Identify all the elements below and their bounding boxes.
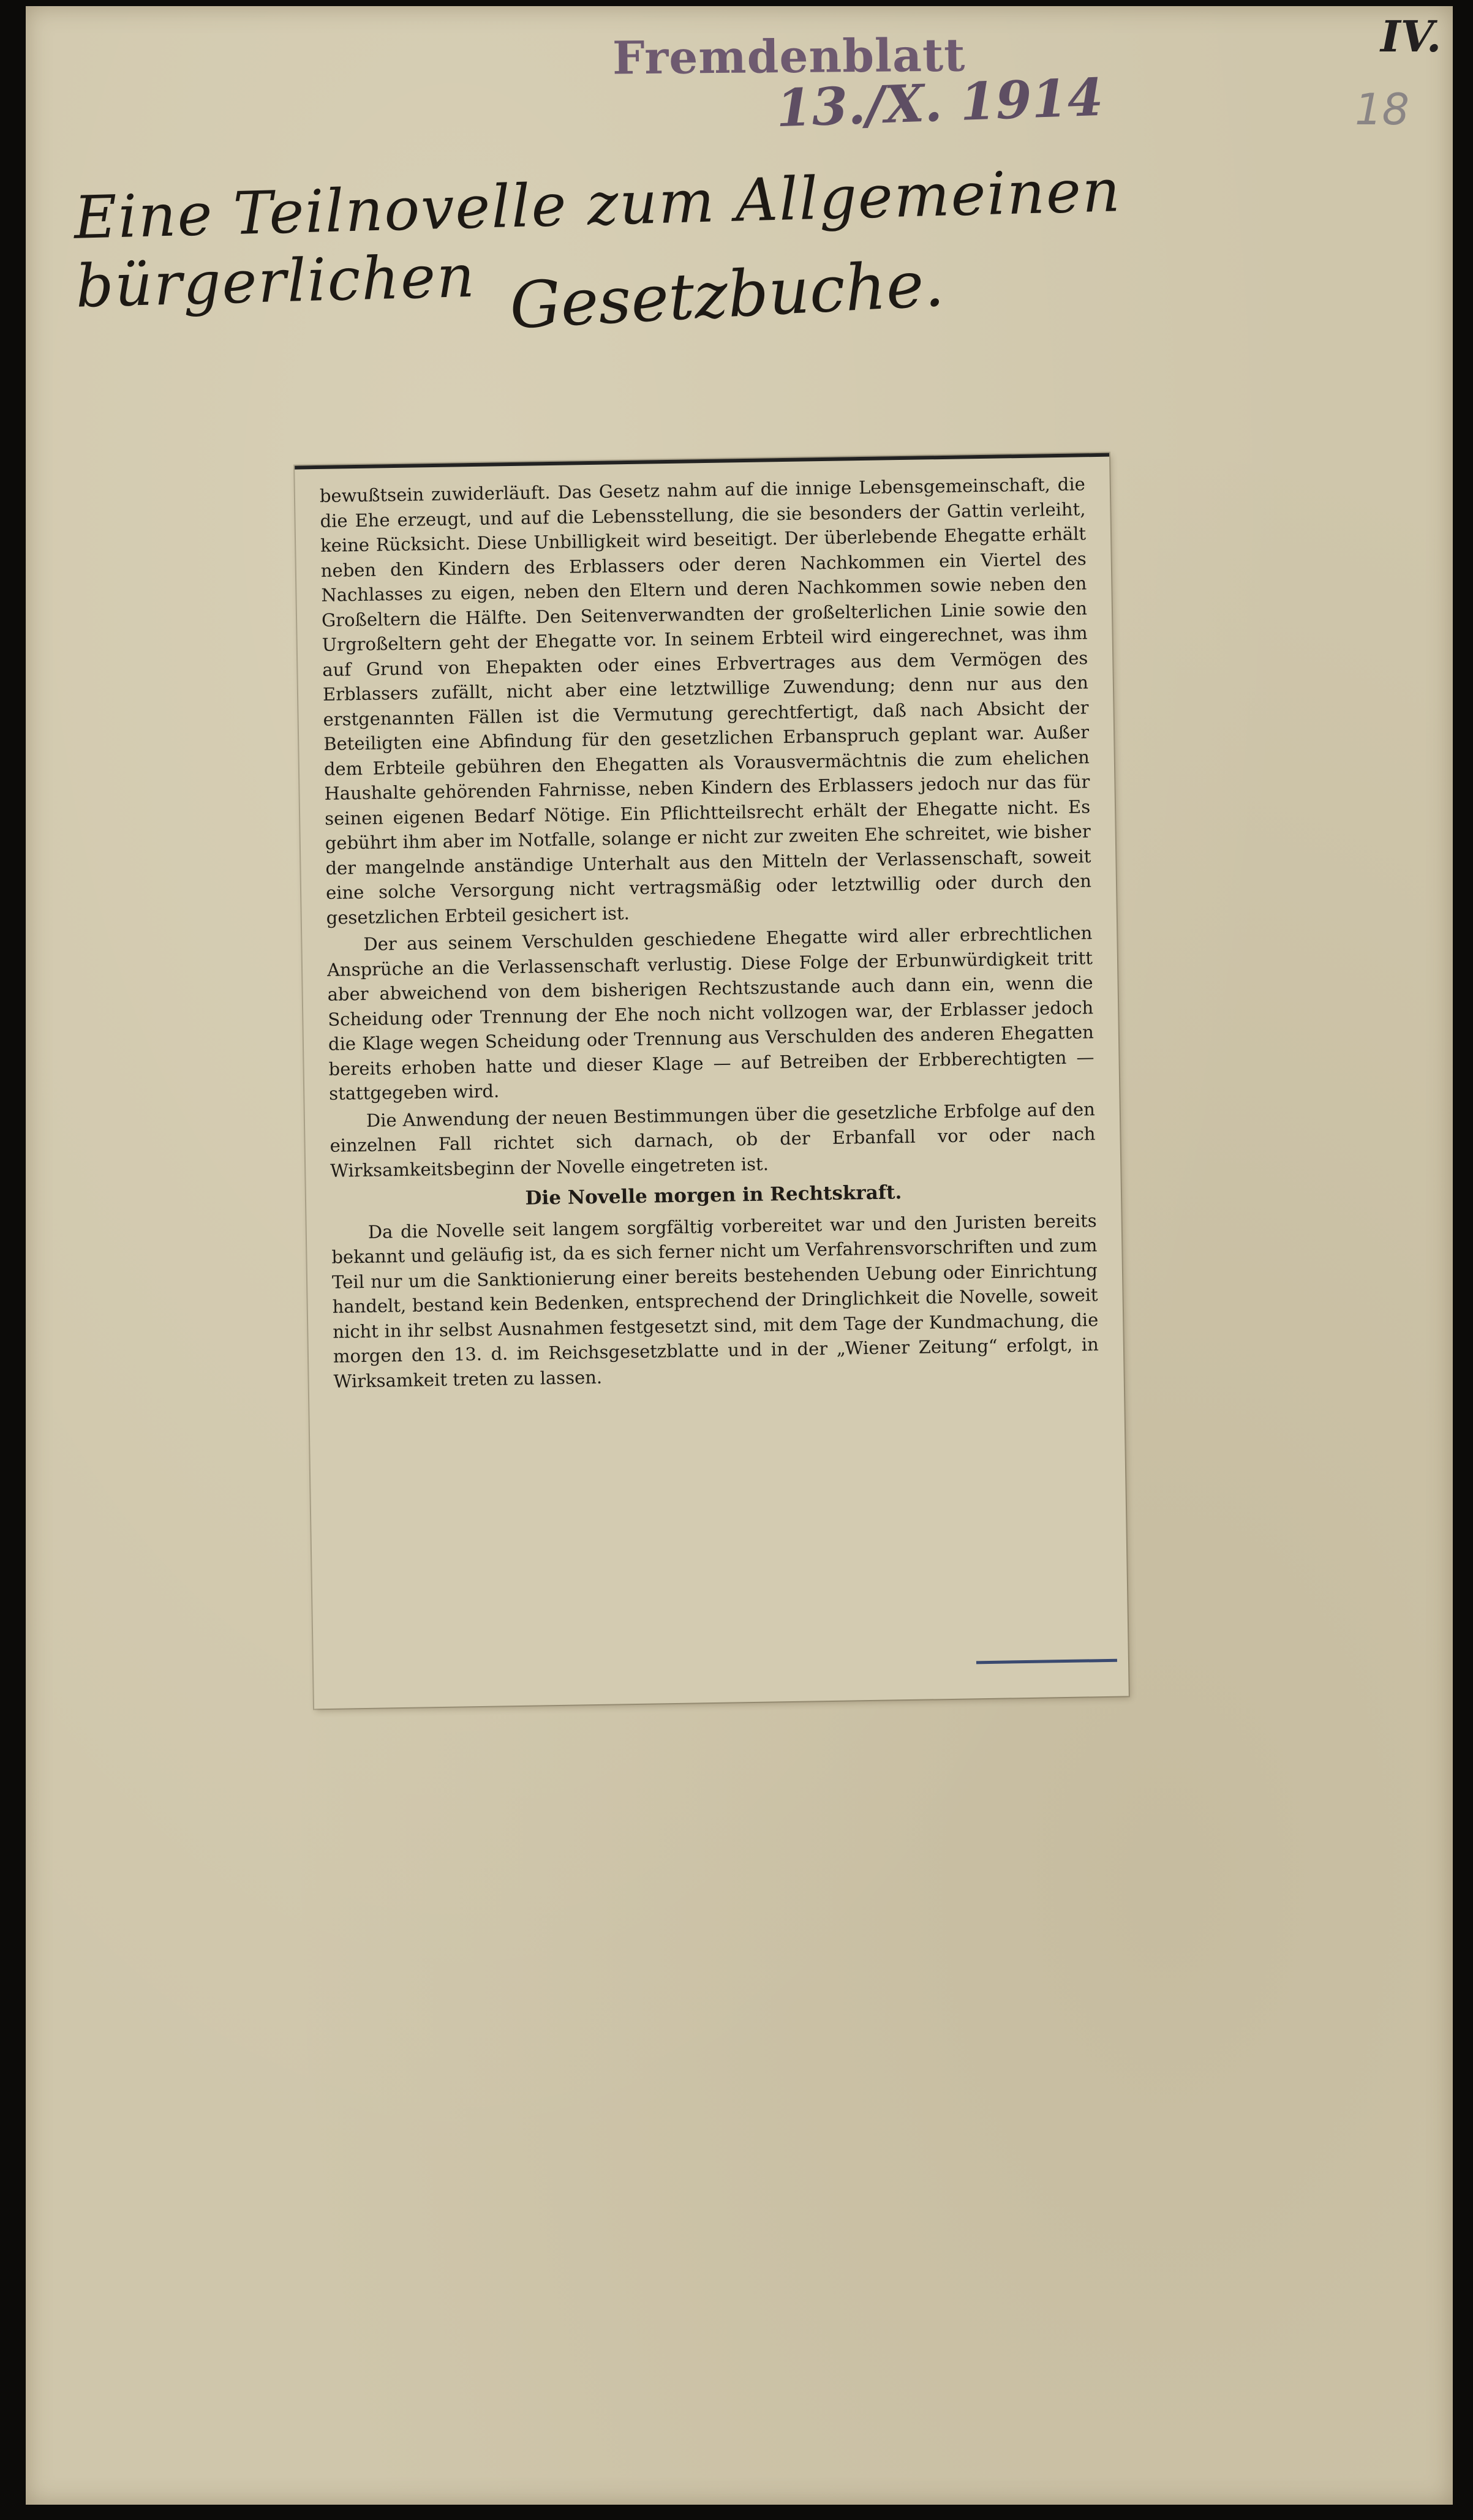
clipping-paragraph-2: Der aus seinem Verschulden geschiedene Ehegatte wird aller erbrechtlichen Ansprüche an die Verlassenschaft verlustig. Diese Folge der Erbunwürdigkeit tritt aber abweichend von dem bisherigen Rechtszustande auch dann ein, wenn die Scheidung oder Trennung der Ehe noch nicht vollzogen war, der Erblasser jedoch die Klage wegen Scheidung oder Trennung aus Verschulden des anderen Ehegatten bereits erhoben hatte und dieser Klage — auf Betreiben der Erbberechtigten — stattgegeben wird.	[326, 922, 1094, 1104]
document-sheet	[26, 6, 1453, 2505]
clipping-heading: Die Novelle morgen in Rechtskraft.	[525, 1181, 902, 1209]
handwritten-title	[62, 153, 1471, 374]
clipping-text	[320, 472, 1099, 1396]
clipping-end-rule	[976, 1659, 1117, 1664]
clipping-paragraph-1: bewußtsein zuwiderläuft. Das Gesetz nahm auf die innige Lebensgemeinschaft, die die Ehe erzeugt, und auf die Lebensstellung, die sie besonders der Gattin verleiht, keine Rücksicht. Diese Unbilligkeit wird beseitigt. Der überlebende Ehegatte erhält neben den Kindern des Erblassers oder deren Nachkommen ein Viertel des Nachlasses zu eigen, neben den Eltern und deren Nachkommen sowie neben den Großeltern die Hälfte. Den Seitenverwandten der großelterlichen Linie sowie den Urgroßeltern geht der Ehegatte vor. In seinem Erbteil wird eingerechnet, was ihm auf Grund von Ehepakten oder eines Erbvertrages aus dem Vermögen des Erblassers zufällt, nicht aber eine letztwillige Zuwendung; denn nur aus den erstgenannten Fällen ist die Vermutung gerechtfertigt, daß nach Absicht der Beteiligten eine Abfindung für den gesetzlichen Erbanspruch geplant war. Außer dem Erbteile gebühren den Ehegatten als Vorausvermächtnis die zum ehelichen Haushalte gehörenden Fahrnisse, neben Kindern des Erblassers jedoch nur das für seinen eigenen Bedarf Nötige. Ein Pflichtteilsrecht erhält der Ehegatte nicht. Es gebührt ihm aber im Notfalle, solange er nicht zur zweiten Ehe schreitet, wie bisher der mangelnde anständige Unterhalt aus den Mitteln der Verlassenschaft, soweit eine solche Versorgung nicht vertragsmäßig oder letztwillig oder durch den gesetzlichen Erbteil gesichert ist.	[319, 473, 1092, 928]
clipping-paragraph-4: Da die Novelle seit langem sorgfältig vorbereitet war und den Juristen bereits bekannt und geläufig ist, da es sich ferner nicht um Verfahrensvorschriften und zum Teil nur um die Sanktionierung einer bereits bestehenden Uebung oder Einrichtung handelt, bestand kein Bedenken, entsprechend der Dringlichkeit die Novelle, soweit nicht in ihr selbst Ausnahmen festgesetzt sind, mit dem Tage der Kundmachung, die morgen den 13. d. im Reichsgesetzblatte und in der „Wiener Zeitung“ erfolgt, in Wirksamkeit treten zu lassen.	[331, 1209, 1099, 1392]
handwritten-title-line2: Gesetzbuche.	[508, 246, 946, 344]
newspaper-stamp: Fremdenblatt	[612, 29, 966, 85]
date-stamp: 13./X. 1914	[775, 66, 1104, 139]
page-number: 18	[1355, 85, 1410, 135]
folio-mark: IV.	[1381, 11, 1442, 62]
newspaper-clipping	[295, 453, 1129, 1709]
clipping-top-rule	[295, 453, 1109, 470]
clipping-paragraph-3: Die Anwendung der neuen Bestimmungen über die gesetzliche Erbfolge auf den einzelnen Fall richtet sich darnach, ob der Erbanfall vor oder nach Wirksamkeitsbeginn der Novelle eingetreten ist.	[330, 1098, 1096, 1181]
handwritten-title-line1: Eine Teilnovelle zum Allgemeinen bürgerlichen	[73, 156, 1122, 321]
